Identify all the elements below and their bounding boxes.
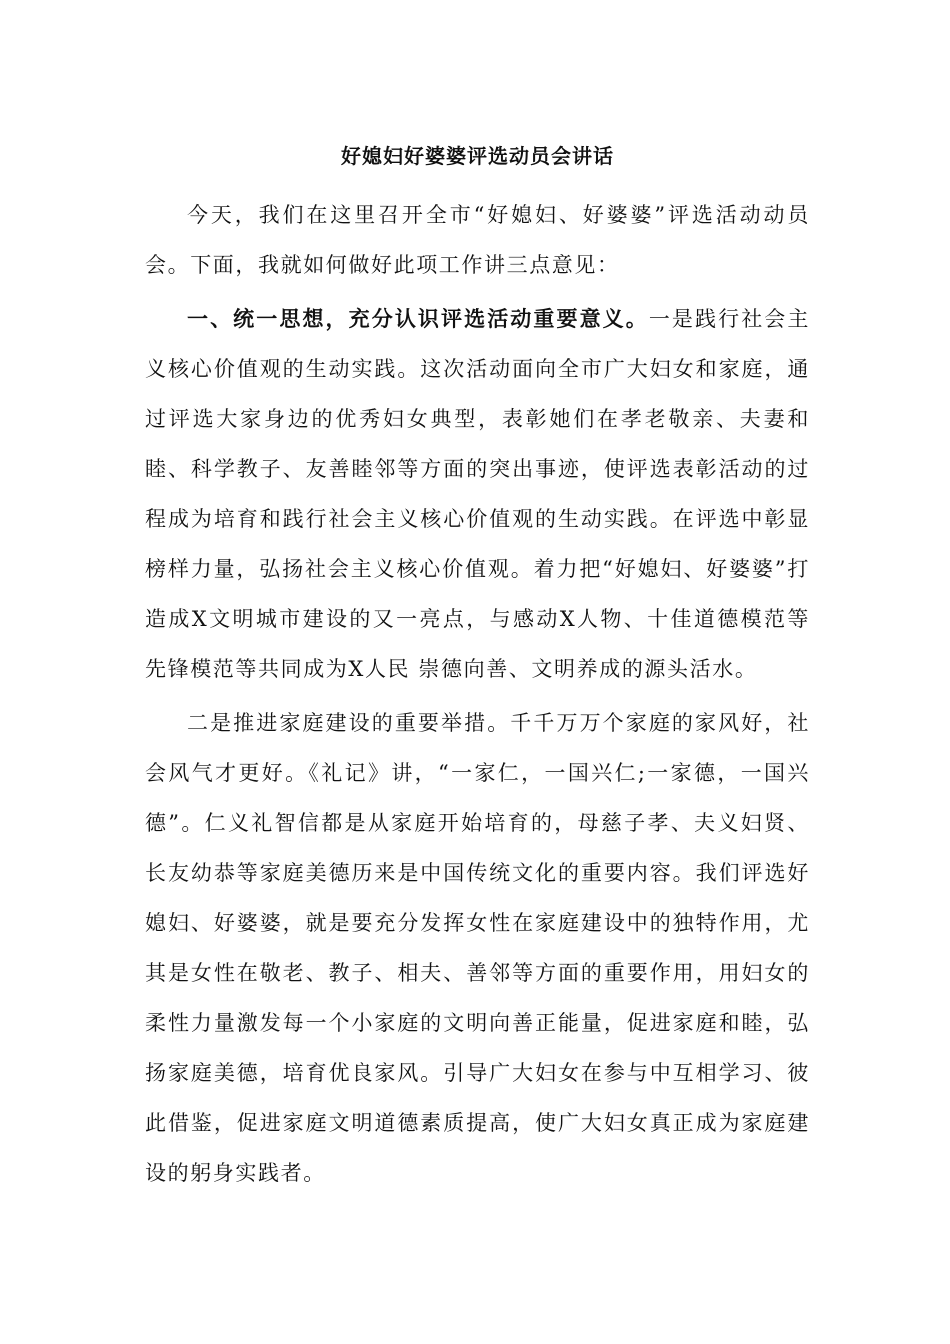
- paragraph-family-building: [145, 698, 810, 1198]
- document-title: 好媳妇好婆婆评选动员会讲话: [341, 144, 614, 168]
- paragraph-text: 今天，我们在这里召开全市“好媳妇、好婆婆”评选活动动员会。下面，我就如何做好此项工作讲三点意见：: [145, 203, 810, 277]
- paragraph-text: 二是推进家庭建设的重要举措。千千万万个家庭的家风好，社会风气才更好。《礼记》讲，“一家仁，一国兴仁;一家德，一国兴德”。仁义礼智信都是从家庭开始培育的，母慈子孝、夫义妇贤、长友幼恭等家庭美德历来是中国传统文化的重要内容。我们评选好媳妇、好婆婆，就是要充分发挥女性在家庭建设中的独特作用，尤其是女性在敬老、教子、相夫、善邻等方面的重要作用，用妇女的柔性力量激发每一个小家庭的文明向善正能量，促进家庭和睦，弘扬家庭美德，培育优良家风。引导广大妇女在参与中互相学习、彼此借鉴，促进家庭文明道德素质提高，使广大妇女真正成为家庭建设的躬身实践者。: [145, 711, 810, 1185]
- document-body: [145, 190, 810, 1198]
- section-heading: 一、统一思想，充分认识评选活动重要意义。: [187, 306, 649, 331]
- paragraph-text: 一是践行社会主义核心价值观的生动实践。这次活动面向全市广大妇女和家庭，通过评选大家身边的优秀妇女典型，表彰她们在孝老敬亲、夫妻和睦、科学教子、友善睦邻等方面的突出事迹，使评选表彰活动的过程成为培育和践行社会主义核心价值观的生动实践。在评选中彰显榜样力量，弘扬社会主义核心价值观。着力把“好媳妇、好婆婆”打造成X文明城市建设的又一亮点，与感动X人物、十佳道德模范等先锋模范等共同成为X人民 崇德向善、文明养成的源头活水。: [145, 307, 810, 681]
- paragraph-section-one: [145, 294, 810, 694]
- paragraph-intro: [145, 190, 810, 290]
